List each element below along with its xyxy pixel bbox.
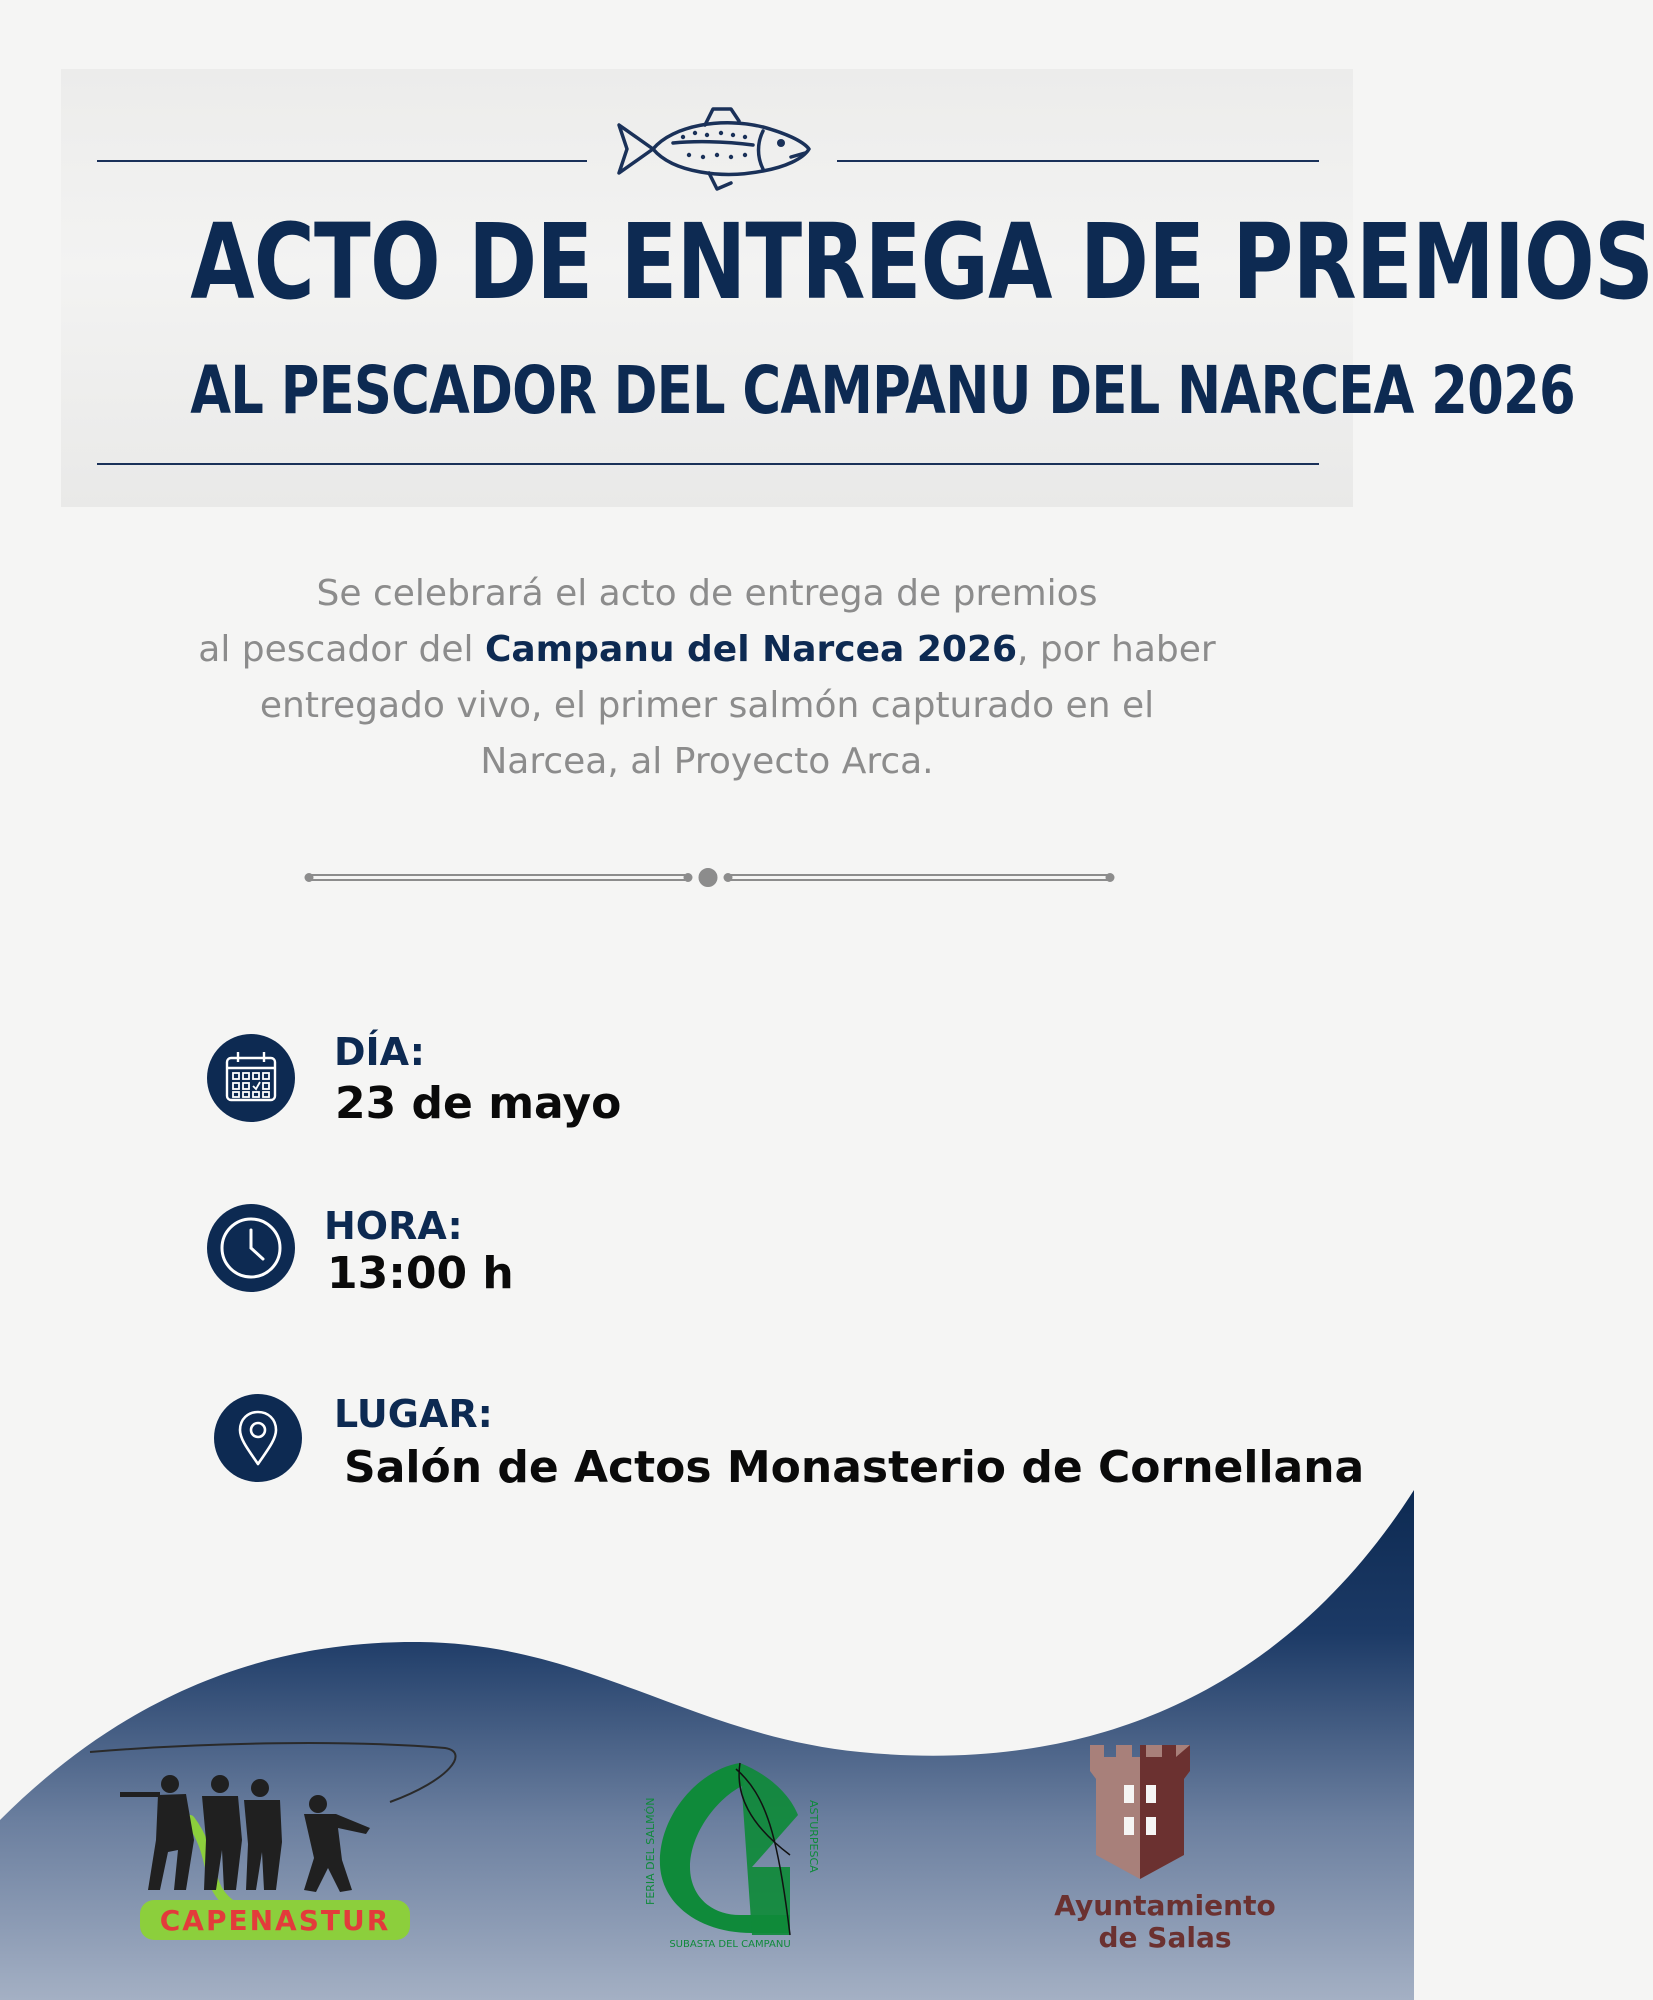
place-label: LUGAR: xyxy=(334,1392,493,1436)
day-value: 23 de mayo xyxy=(335,1078,622,1129)
day-label: DÍA: xyxy=(334,1030,425,1074)
feria-bottom-text: SUBASTA DEL CAMPANU xyxy=(669,1939,791,1950)
banner-title: ACTO DE ENTREGA DE PREMIOS xyxy=(190,201,1653,323)
salas-tower-logo xyxy=(1080,1745,1200,1880)
intro-line-3: entregado vivo, el primer salmón capturado en el xyxy=(259,685,1155,726)
title-banner xyxy=(61,69,1653,507)
capenastur-logo xyxy=(90,1740,470,1940)
fish-icon xyxy=(613,103,813,195)
feria-salmon-logo xyxy=(640,1755,820,1950)
calendar-icon xyxy=(207,1034,295,1122)
intro-line-1: Se celebrará el acto de entrega de premios xyxy=(316,573,1098,614)
time-value: 13:00 h xyxy=(327,1248,514,1299)
intro-line-2-post: , por haber xyxy=(1017,629,1216,670)
ornamental-divider xyxy=(300,862,1120,892)
salas-line-2: de Salas xyxy=(1098,1921,1232,1954)
intro-line-2-pre: al pescador del xyxy=(198,629,485,670)
time-label: HORA: xyxy=(324,1204,463,1248)
feria-right-text: ASTURPESCA xyxy=(807,1800,820,1873)
capenastur-logo-text: CAPENASTUR xyxy=(159,1904,391,1937)
salas-logo-text xyxy=(1030,1890,1300,1954)
intro-line-2 xyxy=(100,622,1314,678)
event-name-highlight: Campanu del Narcea 2026 xyxy=(484,629,1018,670)
banner-bottom-rule xyxy=(97,463,1319,465)
clock-icon xyxy=(207,1204,295,1292)
intro-line-4: Narcea, al Proyecto Arca. xyxy=(480,741,934,782)
banner-subtitle: AL PESCADOR DEL CAMPANU DEL NARCEA 2026 xyxy=(190,352,1575,429)
place-value: Salón de Actos Monasterio de Cornellana xyxy=(344,1442,1365,1493)
banner-top-right-rule xyxy=(837,160,1319,162)
salas-line-1: Ayuntamiento xyxy=(1054,1889,1276,1922)
location-pin-icon xyxy=(214,1394,302,1482)
feria-left-text: FERIA DEL SALMÓN xyxy=(644,1797,657,1905)
banner-top-left-rule xyxy=(97,160,587,162)
intro-paragraph xyxy=(100,566,1314,790)
